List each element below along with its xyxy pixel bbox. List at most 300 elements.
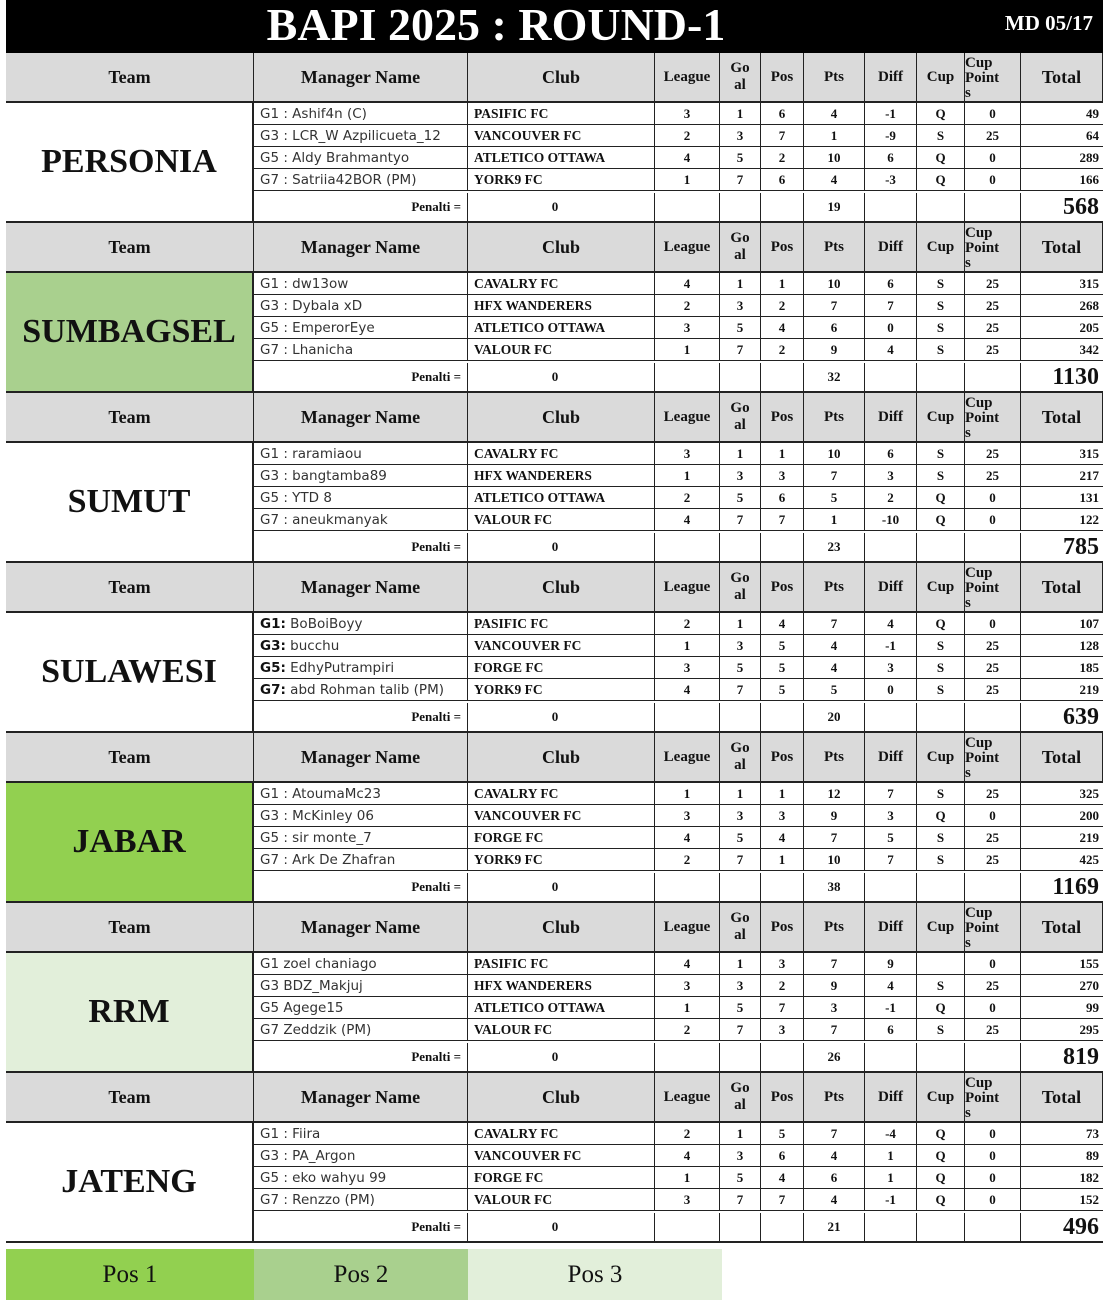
manager-name-text: abd Rohman talib (PM) [290,682,444,698]
manager-group-prefix: G5: [260,660,286,676]
cell-goal: 3 [720,1145,761,1166]
header-cup-points-line: s [965,84,971,101]
empty-cell [917,1043,965,1071]
cell-total: 166 [1079,172,1099,187]
cell-total: 64 [1086,128,1099,143]
title-bar [6,0,1103,53]
header-league: League [655,393,720,443]
header-goal [720,903,761,953]
cell-goal: 7 [720,1189,761,1210]
cell-cup: Q [917,103,965,124]
cell-diff: 3 [865,465,917,486]
header-diff: Diff [865,903,917,953]
cell-diff: -4 [865,1123,917,1144]
cell-cup: Q [917,997,965,1018]
empty-cell [761,703,804,731]
penalti-value: 0 [468,533,655,561]
cell-pts: 7 [804,613,865,634]
penalti-value: 0 [468,873,655,901]
manager-name [254,103,468,124]
cell-cup: S [917,465,965,486]
cell-league: 4 [655,679,720,700]
header-league: League [655,903,720,953]
cell-goal: 1 [720,953,761,974]
empty-cell [761,363,804,391]
cell-league: 4 [655,1145,720,1166]
cell-pos: 6 [761,1145,804,1166]
club-name: CAVALRY FC [468,1123,655,1144]
grand-total: 785 [1063,533,1099,560]
cell-league: 2 [655,849,720,870]
cell-goal: 5 [720,997,761,1018]
table-row [254,103,1103,125]
team-name: JABAR [6,783,254,903]
cell-diff: 0 [865,317,917,338]
header-pts: Pts [804,903,865,953]
cell-diff: 1 [865,1145,917,1166]
cell-total: 219 [1079,682,1099,697]
penalti-label: Penalti = [254,873,468,901]
table-row [254,613,1103,635]
club-name: VALOUR FC [468,339,655,360]
cell-league: 2 [655,487,720,508]
club-name: CAVALRY FC [468,443,655,464]
cell-total: 89 [1086,1148,1099,1163]
header-pts: Pts [804,733,865,783]
table-row [254,1167,1103,1189]
club-name: CAVALRY FC [468,273,655,294]
cell-cup: Q [917,1167,965,1188]
penalti-label: Penalti = [254,703,468,731]
cell-goal: 5 [720,657,761,678]
manager-name [254,1019,468,1040]
cell-cup-points: 25 [965,827,1021,848]
header-goal-line: al [734,247,746,263]
team-name: SULAWESI [6,613,254,733]
empty-cell [965,873,1021,901]
header-cup-points [965,393,1021,443]
club-name: FORGE FC [468,1167,655,1188]
header-cup-points-line: Cup [965,394,993,411]
cell-league: 3 [655,657,720,678]
cell-goal: 7 [720,679,761,700]
header-cup-points-line: Point [965,409,1000,426]
cell-cup: S [917,657,965,678]
club-name: FORGE FC [468,827,655,848]
cell-cup-points: 0 [965,953,1021,974]
header-league: League [655,223,720,273]
manager-name-text: G7 : Satriia42BOR (PM) [260,172,417,188]
manager-name [254,1145,468,1166]
manager-name-text: G7 : aneukmanyak [260,512,388,528]
grand-total: 1169 [1052,873,1099,900]
cell-goal: 7 [720,509,761,530]
cell-total: 152 [1079,1192,1099,1207]
header-total: Total [1021,1073,1103,1123]
cell-total: 289 [1079,150,1099,165]
header-pos: Pos [761,393,804,443]
header-club: Club [468,563,655,613]
cell-pts: 5 [804,487,865,508]
header-goal-line: Go [730,230,750,246]
header-cup-points-line: Cup [965,54,993,71]
cell-cup: Q [917,805,965,826]
manager-name-text: G3 : bangtamba89 [260,468,387,484]
cell-cup: S [917,849,965,870]
cell-cup-points: 25 [965,975,1021,996]
team-group [6,223,1103,393]
header-manager-name: Manager Name [254,393,468,443]
cell-pts: 4 [804,103,865,124]
manager-name-text: G3 BDZ_Makjuj [260,978,363,994]
team-group [6,733,1103,903]
header-cup-points [965,733,1021,783]
header-team: Team [6,223,254,273]
cell-cup-points: 0 [965,613,1021,634]
cell-pts: 3 [804,997,865,1018]
cell-pos: 1 [761,783,804,804]
table-row [254,509,1103,531]
cell-goal: 1 [720,273,761,294]
header-diff: Diff [865,393,917,443]
cell-total: 185 [1079,660,1099,675]
table-row [254,997,1103,1019]
club-name: VANCOUVER FC [468,1145,655,1166]
cell-diff: 7 [865,783,917,804]
table-row [254,147,1103,169]
header-cup: Cup [917,1073,965,1123]
cell-league: 3 [655,805,720,826]
club-name: VALOUR FC [468,1019,655,1040]
cell-cup: S [917,125,965,146]
header-cup-points-line: Point [965,749,1000,766]
penalti-value: 0 [468,363,655,391]
header-manager-name: Manager Name [254,903,468,953]
header-cup-points-line: s [965,424,971,441]
cell-total: 73 [1086,1126,1099,1141]
cell-pos: 2 [761,295,804,316]
cell-cup: S [917,339,965,360]
empty-cell [720,1043,761,1071]
header-goal-line: al [734,417,746,433]
manager-name [254,509,468,530]
empty-cell [761,1043,804,1071]
header-cup-points [965,53,1021,103]
cell-cup-points: 25 [965,635,1021,656]
header-cup-points [965,223,1021,273]
manager-name [254,953,468,974]
cell-diff: 6 [865,273,917,294]
manager-name [254,783,468,804]
cell-goal: 1 [720,1123,761,1144]
header-pts: Pts [804,53,865,103]
header-pos: Pos [761,53,804,103]
cell-total: 268 [1079,298,1099,313]
header-team: Team [6,903,254,953]
team-name: JATENG [6,1123,254,1243]
cell-pos: 6 [761,487,804,508]
cell-cup-points: 0 [965,487,1021,508]
grand-total: 639 [1063,703,1099,730]
cell-pts: 10 [804,849,865,870]
cell-pos: 7 [761,125,804,146]
grand-total: 819 [1063,1043,1099,1070]
manager-name-text: G1 : dw13ow [260,276,349,292]
empty-cell [761,1213,804,1241]
cell-diff: 4 [865,339,917,360]
cell-goal: 3 [720,465,761,486]
header-team: Team [6,563,254,613]
cell-league: 1 [655,635,720,656]
header-club: Club [468,223,655,273]
manager-name [254,273,468,294]
table-header [6,733,1103,783]
header-manager-name: Manager Name [254,563,468,613]
header-cup-points-line: Point [965,919,1000,936]
manager-name [254,1123,468,1144]
header-cup: Cup [917,563,965,613]
club-name: VANCOUVER FC [468,125,655,146]
manager-name-text: G7 : Ark De Zhafran [260,852,396,868]
manager-name [254,657,468,678]
header-cup-points-line: Cup [965,564,993,581]
header-cup-points-line: s [965,764,971,781]
penalti-row [254,193,1103,223]
empty-cell [865,703,917,731]
manager-name-text: G5 : Aldy Brahmantyo [260,150,410,166]
cell-pts: 7 [804,1123,865,1144]
team-name: SUMBAGSEL [6,273,254,393]
empty-cell [655,1213,720,1241]
table-header [6,393,1103,443]
header-goal [720,53,761,103]
empty-cell [761,533,804,561]
cell-diff: -10 [865,509,917,530]
cell-cup: S [917,635,965,656]
cell-pos: 1 [761,273,804,294]
club-name: HFX WANDERERS [468,975,655,996]
penalti-value: 0 [468,193,655,221]
cell-pts: 7 [804,465,865,486]
table-row [254,827,1103,849]
cell-diff: 4 [865,975,917,996]
cell-pos: 3 [761,465,804,486]
manager-name-text: EdhyPutrampiri [290,660,395,676]
header-diff: Diff [865,53,917,103]
cell-diff: -1 [865,997,917,1018]
empty-cell [720,1213,761,1241]
cell-pos: 5 [761,635,804,656]
penalti-row [254,1043,1103,1073]
cell-goal: 7 [720,1019,761,1040]
header-goal [720,733,761,783]
header-total: Total [1021,733,1103,783]
manager-name-text: G7 Zeddzik (PM) [260,1022,372,1038]
cell-diff: 3 [865,805,917,826]
cell-goal: 3 [720,125,761,146]
empty-cell [965,363,1021,391]
cell-cup: S [917,443,965,464]
header-cup: Cup [917,903,965,953]
cell-cup: S [917,1019,965,1040]
cell-goal: 5 [720,827,761,848]
pts-total: 32 [804,363,865,391]
header-cup: Cup [917,223,965,273]
table-header [6,53,1103,103]
header-manager-name: Manager Name [254,223,468,273]
cell-cup-points: 0 [965,169,1021,190]
empty-cell [917,1213,965,1241]
cell-pts: 6 [804,1167,865,1188]
cell-total: 107 [1079,616,1099,631]
team-name: SUMUT [6,443,254,563]
legend-pos-2: Pos 2 [254,1249,468,1300]
cell-league: 4 [655,273,720,294]
cell-goal: 3 [720,295,761,316]
cell-diff: 7 [865,849,917,870]
cell-diff: 6 [865,1019,917,1040]
header-team: Team [6,53,254,103]
table-row [254,635,1103,657]
cell-league: 3 [655,1189,720,1210]
cell-pos: 3 [761,1019,804,1040]
cell-pos: 7 [761,1189,804,1210]
cell-goal: 1 [720,613,761,634]
cell-cup: Q [917,147,965,168]
manager-name [254,997,468,1018]
empty-cell [917,363,965,391]
cell-pts: 7 [804,295,865,316]
cell-cup: S [917,317,965,338]
cell-cup-points: 25 [965,1019,1021,1040]
team-group [6,1073,1103,1243]
cell-total: 315 [1079,276,1099,291]
cell-cup-points: 25 [965,849,1021,870]
header-goal-line: Go [730,60,750,76]
cell-diff: -9 [865,125,917,146]
matchday-label: MD 05/17 [1004,11,1093,35]
team-group [6,393,1103,563]
cell-cup: Q [917,169,965,190]
cell-league: 4 [655,827,720,848]
cell-diff: 0 [865,679,917,700]
cell-pos: 3 [761,805,804,826]
header-cup: Cup [917,733,965,783]
manager-name [254,487,468,508]
cell-pts: 7 [804,953,865,974]
header-goal [720,393,761,443]
cell-goal: 7 [720,169,761,190]
manager-name-text: G1 : raramiaou [260,446,362,462]
cell-pos: 1 [761,443,804,464]
cell-diff: 4 [865,613,917,634]
manager-name-text: G3 : LCR_W Azpilicueta_12 [260,128,441,144]
header-goal-line: Go [730,910,750,926]
table-header [6,563,1103,613]
header-total: Total [1021,903,1103,953]
cell-cup: Q [917,1145,965,1166]
club-name: VANCOUVER FC [468,635,655,656]
cell-pos: 6 [761,103,804,124]
manager-name-text: G7 : Lhanicha [260,342,354,358]
header-goal-line: al [734,587,746,603]
cell-goal: 3 [720,805,761,826]
cell-total: 270 [1079,978,1099,993]
manager-name-text: G5 Agege15 [260,1000,344,1016]
empty-cell [761,873,804,901]
cell-cup: Q [917,613,965,634]
cell-cup-points: 0 [965,1145,1021,1166]
manager-name-text: G5 : YTD 8 [260,490,332,506]
cell-cup-points: 25 [965,125,1021,146]
header-goal [720,1073,761,1123]
cell-goal: 5 [720,1167,761,1188]
header-goal [720,563,761,613]
cell-total: 342 [1079,342,1099,357]
cell-pts: 4 [804,1189,865,1210]
manager-name-text: G5 : sir monte_7 [260,830,372,846]
manager-name [254,295,468,316]
cell-cup: Q [917,1189,965,1210]
cell-pts: 4 [804,635,865,656]
cell-league: 1 [655,465,720,486]
cell-diff: 3 [865,657,917,678]
pts-total: 20 [804,703,865,731]
header-pts: Pts [804,223,865,273]
table-row [254,1019,1103,1041]
header-manager-name: Manager Name [254,53,468,103]
manager-name-text: G1 : AtoumaMc23 [260,786,381,802]
manager-name [254,849,468,870]
header-club: Club [468,903,655,953]
header-team: Team [6,733,254,783]
cell-diff: 2 [865,487,917,508]
header-diff: Diff [865,223,917,273]
manager-name [254,443,468,464]
table-row [254,805,1103,827]
empty-cell [720,363,761,391]
cell-pts: 10 [804,147,865,168]
cell-league: 2 [655,613,720,634]
cell-pos: 2 [761,339,804,360]
manager-name [254,635,468,656]
cell-diff: 6 [865,147,917,168]
manager-name-text: bucchu [290,638,340,654]
pts-total: 21 [804,1213,865,1241]
penalti-label: Penalti = [254,1043,468,1071]
header-pos: Pos [761,223,804,273]
club-name: VALOUR FC [468,1189,655,1210]
penalti-row [254,1213,1103,1243]
cell-goal: 5 [720,147,761,168]
header-diff: Diff [865,1073,917,1123]
penalti-row [254,703,1103,733]
cell-diff: 5 [865,827,917,848]
club-name: YORK9 FC [468,679,655,700]
cell-pts: 12 [804,783,865,804]
empty-cell [655,193,720,221]
cell-pts: 9 [804,339,865,360]
header-club: Club [468,733,655,783]
header-manager-name: Manager Name [254,733,468,783]
cell-cup: S [917,273,965,294]
cell-total: 325 [1079,786,1099,801]
cell-pts: 7 [804,827,865,848]
manager-name-text: G5 : eko wahyu 99 [260,1170,387,1186]
club-name: PASIFIC FC [468,103,655,124]
cell-pos: 6 [761,169,804,190]
cell-pos: 4 [761,1167,804,1188]
